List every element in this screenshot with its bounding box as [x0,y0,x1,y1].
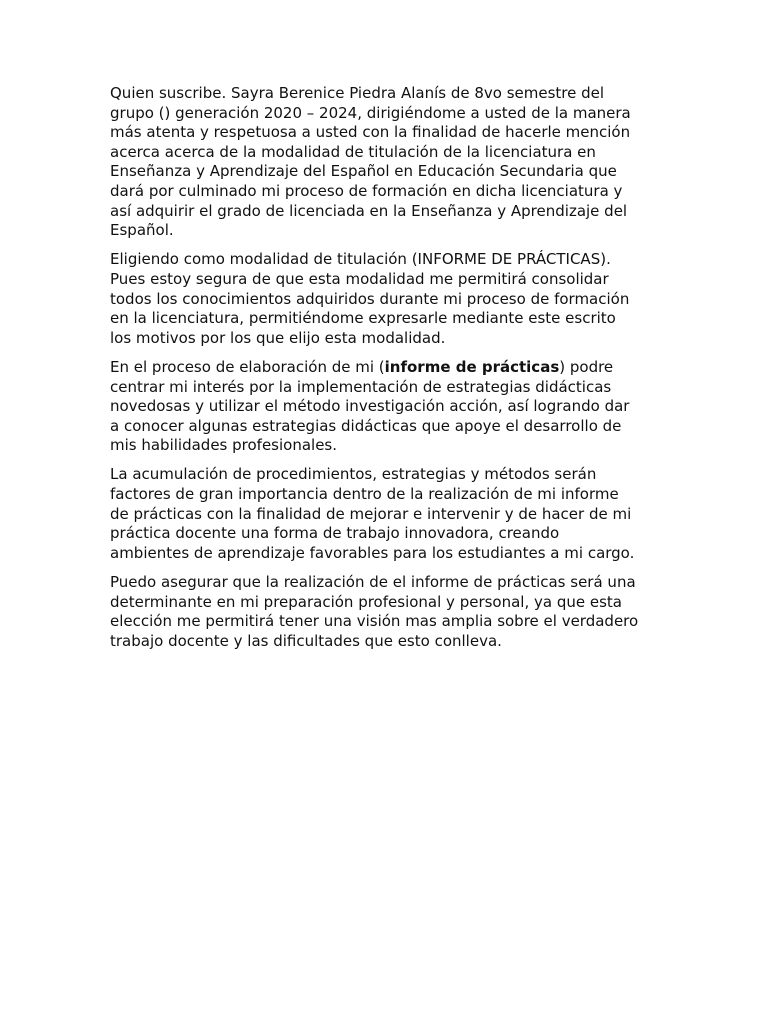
text-line: novedosas y utilizar el método investigación acción, así logrando dar [110,397,630,416]
text-line: en la licenciatura, permitiéndome expresarle mediante este escrito [110,309,616,328]
paragraph-conclusion [110,573,658,651]
text-line: Eligiendo como modalidad de titulación (INFORME DE PRÁCTICAS). [110,250,611,269]
bold-text-informe: informe de prácticas [384,357,560,376]
text-line: dará por culminado mi proceso de formación en dicha licenciatura y [110,181,623,200]
text-line: los motivos por los que elijo esta modalidad. [110,328,446,347]
text-line: a conocer algunas estrategias didácticas que apoye el desarrollo de [110,416,622,435]
text-line: centrar mi interés por la implementación de estrategias didácticas [110,377,612,396]
text-line [110,358,658,378]
text-line: Puedo asegurar que la realización de el informe de prácticas será una [110,573,636,592]
text-line: más atenta y respetuosa a usted con la finalidad de hacerle mención [110,123,631,142]
text-line: así adquirir el grado de licenciada en la Enseñanza y Aprendizaje del [110,201,628,220]
text-line: ambientes de aprendizaje favorables para los estudiantes a mi cargo. [110,543,635,562]
paragraph-intro [110,84,658,241]
text-line: todos los conocimientos adquiridos durante mi proceso de formación [110,289,630,308]
paragraph-process [110,358,658,456]
text-run: En el proceso de elaboración de mi ( [110,357,385,376]
text-line: grupo () generación 2020 – 2024, dirigiéndome a usted de la manera [110,103,631,122]
text-line: Enseñanza y Aprendizaje del Español en Educación Secundaria que [110,162,617,181]
text-line: Quien suscribe. Sayra Berenice Piedra Alanís de 8vo semestre del [110,84,605,102]
text-line: Español. [110,221,174,240]
document-page [110,84,658,661]
text-line: acerca acerca de la modalidad de titulación de la licenciatura en [110,142,596,161]
paragraph-modality [110,250,658,348]
text-line: trabajo docente y las dificultades que esto conlleva. [110,631,502,650]
text-line: mis habilidades profesionales. [110,436,338,455]
text-line: La acumulación de procedimientos, estrategias y métodos serán [110,465,597,484]
text-line: de prácticas con la finalidad de mejorar e intervenir y de hacer de mi [110,504,632,523]
text-line: práctica docente una forma de trabajo innovadora, creando [110,524,560,543]
text-line: elección me permitirá tener una visión mas amplia sobre el verdadero [110,612,639,631]
text-line: determinante en mi preparación profesional y personal, ya que esta [110,592,622,611]
text-line: Pues estoy segura de que esta modalidad me permitirá consolidar [110,269,609,288]
paragraph-methods [110,465,658,563]
text-run: ) podre [559,357,614,376]
text-line: factores de gran importancia dentro de la realización de mi informe [110,485,619,504]
